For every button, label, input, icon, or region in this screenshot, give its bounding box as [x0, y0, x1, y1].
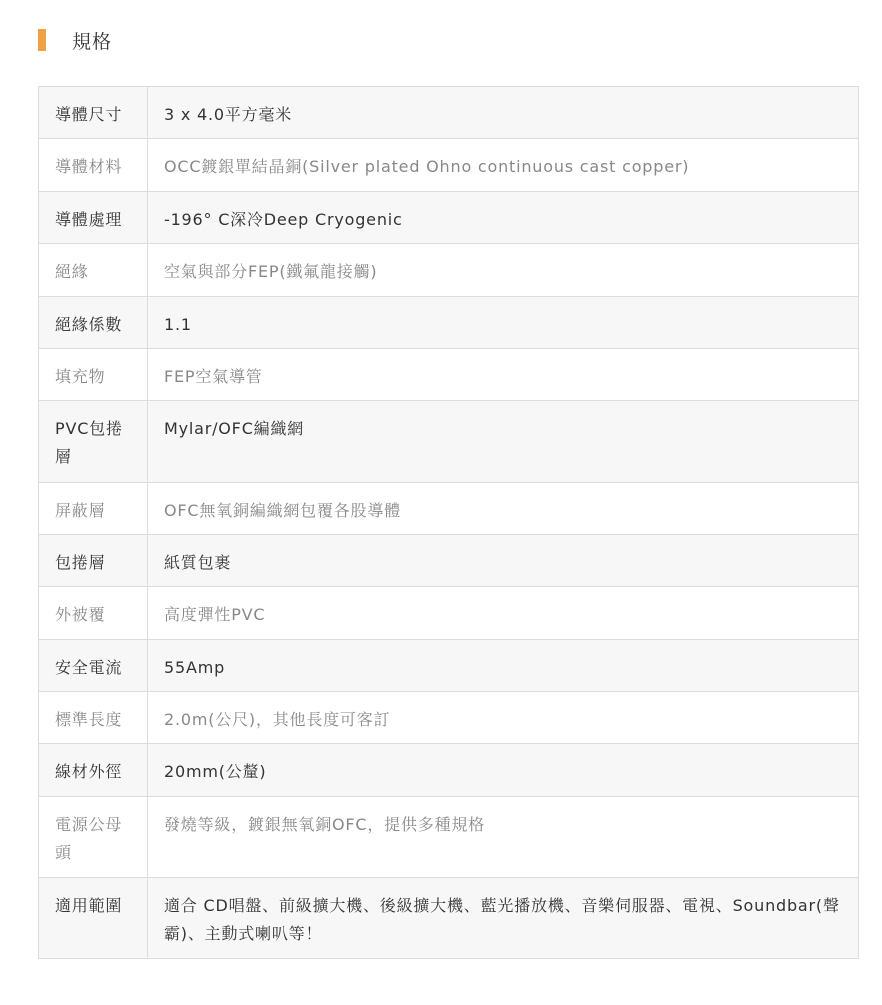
table-row [39, 139, 859, 192]
table-row [39, 587, 859, 640]
spec-value: Mylar/OFC編織網 [148, 401, 859, 483]
spec-label: 導體處理 [39, 192, 148, 244]
table-row [39, 244, 859, 297]
spec-value: -196° C深冷Deep Cryogenic [148, 192, 859, 244]
spec-value: 55Amp [148, 640, 859, 692]
spec-label: PVC包捲層 [39, 401, 148, 483]
spec-label: 適用範圍 [39, 878, 148, 959]
spec-value: FEP空氣導管 [148, 349, 859, 401]
spec-label: 線材外徑 [39, 744, 148, 797]
spec-value: 1.1 [148, 297, 859, 349]
table-row [39, 692, 859, 744]
spec-value: 空氣與部分FEP(鐵氟龍接觸) [148, 244, 859, 297]
spec-label: 標準長度 [39, 692, 148, 744]
table-row [39, 878, 859, 959]
spec-value: 發燒等級，鍍銀無氧銅OFC，提供多種規格 [148, 797, 859, 878]
spec-value: 20mm(公釐) [148, 744, 859, 797]
table-row [39, 483, 859, 535]
spec-table [38, 86, 859, 959]
table-row [39, 87, 859, 139]
spec-label: 屏蔽層 [39, 483, 148, 535]
spec-label: 包捲層 [39, 535, 148, 587]
table-row [39, 797, 859, 878]
spec-label: 電源公母頭 [39, 797, 148, 878]
spec-table-body [39, 87, 859, 959]
table-row [39, 192, 859, 244]
section-title: 規格 [72, 30, 113, 53]
spec-value: 適合 CD唱盤、前級擴大機、後級擴大機、藍光播放機、音樂伺服器、電視、Soundbar(聲霸)、主動式喇叭等！ [148, 878, 859, 959]
table-row [39, 744, 859, 797]
table-row [39, 297, 859, 349]
spec-label: 導體尺寸 [39, 87, 148, 139]
spec-label: 安全電流 [39, 640, 148, 692]
spec-label: 絕緣 [39, 244, 148, 297]
spec-label: 外被覆 [39, 587, 148, 640]
spec-label: 填充物 [39, 349, 148, 401]
spec-value: 高度彈性PVC [148, 587, 859, 640]
spec-label: 導體材料 [39, 139, 148, 192]
table-row [39, 640, 859, 692]
spec-value: 紙質包裹 [148, 535, 859, 587]
table-row [39, 535, 859, 587]
section-header [38, 28, 112, 52]
table-row [39, 401, 859, 483]
spec-value: 3 x 4.0平方毫米 [148, 87, 859, 139]
accent-bar [38, 29, 46, 51]
spec-value: OCC鍍銀單結晶銅(Silver plated Ohno continuous cast copper) [148, 139, 859, 192]
table-row [39, 349, 859, 401]
spec-label: 絕緣係數 [39, 297, 148, 349]
spec-value: OFC無氧銅編織網包覆各股導體 [148, 483, 859, 535]
spec-value: 2.0m(公尺)，其他長度可客訂 [148, 692, 859, 744]
